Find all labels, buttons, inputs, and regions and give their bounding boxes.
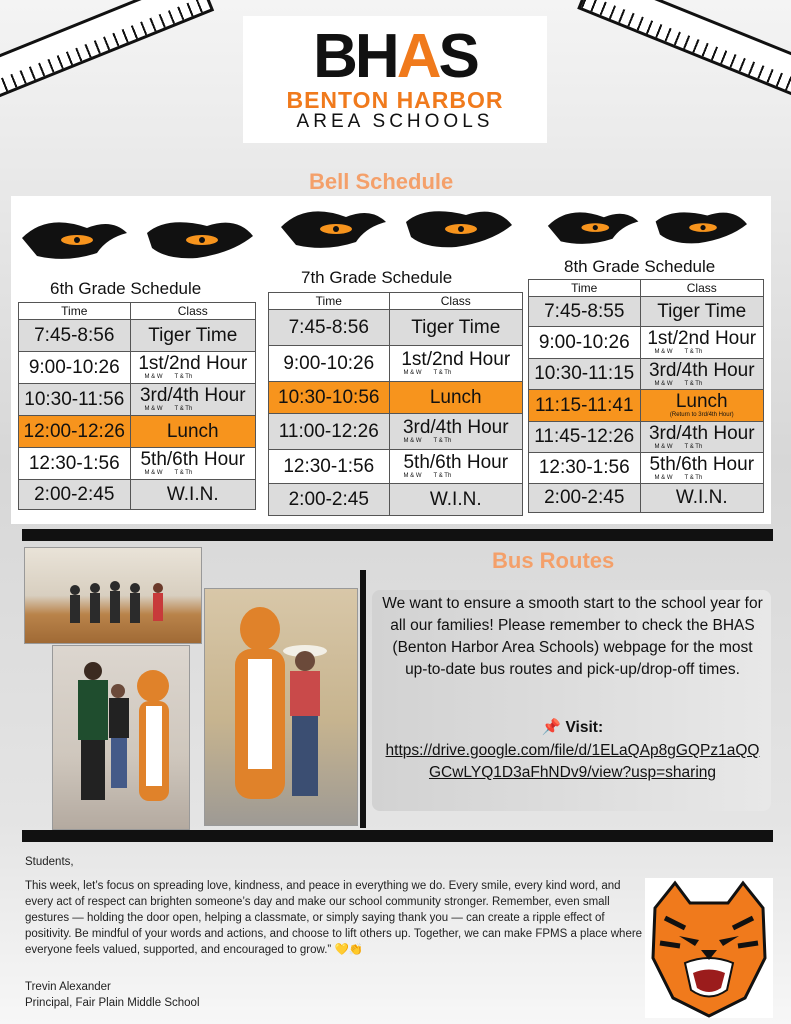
- tth-label: T & Th: [684, 380, 703, 387]
- bell-schedule-title: Bell Schedule: [309, 169, 454, 194]
- table-cell-time: 10:30-11:15: [529, 359, 641, 390]
- day-subtitle: [390, 370, 522, 377]
- day-subtitle: [641, 349, 764, 356]
- tth-label: T & Th: [433, 438, 452, 444]
- table-cell-class: [389, 414, 522, 450]
- table-cell-time: 12:30-1:56: [19, 448, 131, 480]
- pushpin-icon: 📌: [541, 719, 562, 736]
- day-subtitle: [131, 374, 255, 381]
- class-label: 5th/6th Hour: [140, 449, 246, 470]
- tiger-mascot-icon: [645, 878, 773, 1018]
- table-cell-class: [389, 450, 522, 484]
- table-cell-class: [130, 384, 255, 416]
- tiger-eyes-icon: [17, 208, 257, 266]
- tiger-eyes-icon: [527, 200, 767, 250]
- mw-label: M & W: [654, 474, 673, 481]
- logo-letter-s: S: [438, 22, 477, 91]
- class-label: 5th/6th Hour: [649, 453, 755, 475]
- class-label: 3rd/4th Hour: [139, 385, 246, 406]
- table-cell-class: [640, 453, 764, 484]
- table-cell-class: [640, 327, 764, 359]
- mw-label: M & W: [654, 349, 673, 355]
- mw-label: M & W: [403, 473, 422, 479]
- table-cell-class: Lunch: [130, 416, 255, 448]
- mw-label: M & W: [654, 443, 673, 450]
- class-header: Class: [640, 280, 764, 297]
- class-label: 5th/6th Hour: [403, 452, 509, 473]
- table-cell-class: Lunch: [389, 382, 522, 414]
- bus-routes-title: Bus Routes: [492, 548, 615, 573]
- lunch-note: (Return to 3rd/4th Hour): [669, 412, 734, 418]
- logo-line2: AREA SCHOOLS: [296, 111, 494, 132]
- table-cell-time: 9:00-10:26: [19, 352, 131, 384]
- class-label: 1st/2nd Hour: [401, 349, 511, 370]
- photo-mascot-students: [52, 645, 190, 830]
- table-cell-class: Tiger Time: [389, 310, 522, 346]
- tth-label: T & Th: [174, 470, 193, 476]
- table-cell-time: 7:45-8:55: [529, 297, 641, 327]
- table-cell-time: 11:15-11:41: [529, 390, 641, 422]
- time-header: Time: [269, 293, 390, 310]
- tth-label: T & Th: [433, 370, 452, 376]
- table-cell-time: 12:30-1:56: [269, 450, 390, 484]
- grade6-table: [18, 302, 256, 510]
- photo-mascot-teacher: [204, 588, 358, 826]
- logo-letter-a: A: [396, 22, 439, 91]
- mw-label: M & W: [144, 470, 163, 476]
- table-cell-time: 2:00-2:45: [19, 480, 131, 510]
- grade6-title: 6th Grade Schedule: [50, 279, 202, 298]
- section-divider: [22, 830, 773, 842]
- tth-label: T & Th: [174, 406, 193, 412]
- grade7-title: 7th Grade Schedule: [301, 268, 453, 287]
- class-label: Lunch: [675, 391, 728, 412]
- signer-title: Principal, Fair Plain Middle School: [25, 997, 200, 1009]
- table-cell-time: 10:30-11:56: [19, 384, 131, 416]
- mw-label: M & W: [403, 370, 422, 376]
- mw-label: M & W: [654, 380, 673, 387]
- letter-body: [25, 878, 645, 958]
- logo-line1: BENTON HARBOR: [286, 87, 504, 113]
- letter-body-text: This week, let’s focus on spreading love, kindness, and peace in everything we do. Every smile, every kind word, and every act of respect can brighten someone’s day and make our school community stronger. Remember, even small gestures — holding the door open, helping a classmate, or simply saying thank you — can create a ripple effect of positivity. Be mindful of your words and actions, and choose to lift others up. Together, we can make FPMS a place where everyone feels valued, supported, and encouraged to grow.”: [25, 880, 643, 956]
- mw-label: M & W: [144, 374, 163, 380]
- class-label: 3rd/4th Hour: [648, 359, 755, 381]
- vertical-divider: [360, 570, 366, 828]
- tth-label: T & Th: [684, 349, 703, 355]
- grade8-table: [528, 279, 764, 513]
- class-label: 3rd/4th Hour: [402, 417, 509, 438]
- table-cell-class: [130, 352, 255, 384]
- tth-label: T & Th: [684, 474, 703, 481]
- day-subtitle: [390, 473, 522, 480]
- class-header: Class: [130, 303, 255, 320]
- table-cell-class: Tiger Time: [130, 320, 255, 352]
- logo-letter-b: B: [313, 22, 355, 91]
- heart-clap-emoji: 💛👏: [334, 944, 364, 956]
- visit-label: Visit:: [565, 719, 604, 736]
- table-cell-time: 11:00-12:26: [269, 414, 390, 450]
- table-cell-time: 2:00-2:45: [269, 484, 390, 516]
- class-header: Class: [389, 293, 522, 310]
- tiger-eyes-icon: [268, 197, 524, 255]
- class-label: 1st/2nd Hour: [138, 353, 248, 374]
- tth-label: T & Th: [684, 443, 703, 450]
- table-cell-time: 12:30-1:56: [529, 453, 641, 484]
- day-subtitle: [131, 470, 255, 477]
- bhas-logo: [243, 16, 547, 143]
- mw-label: M & W: [144, 406, 163, 412]
- grade8-title: 8th Grade Schedule: [564, 257, 716, 276]
- table-cell-time: 10:30-10:56: [269, 382, 390, 414]
- table-cell-class: W.I.N.: [130, 480, 255, 510]
- table-cell-time: 7:45-8:56: [269, 310, 390, 346]
- day-subtitle: [390, 438, 522, 445]
- table-cell-class: [640, 390, 764, 422]
- table-cell-time: 2:00-2:45: [529, 484, 641, 513]
- bus-routes-body: We want to ensure a smooth start to the school year for all our families! Please remember to check the BHAS (Benton Harbor Area Schools) webpage for the most up-to-date bus routes and pick-up/drop-off times.: [382, 595, 763, 678]
- photo-group-gym: [24, 547, 202, 644]
- table-cell-time: 9:00-10:26: [269, 346, 390, 382]
- mw-label: M & W: [403, 438, 422, 444]
- class-label: 1st/2nd Hour: [647, 328, 757, 349]
- table-cell-time: 12:00-12:26: [19, 416, 131, 448]
- visit-line: [380, 718, 765, 737]
- logo-letters: [243, 22, 547, 91]
- letter-greeting: Students,: [25, 856, 74, 868]
- tth-label: T & Th: [174, 374, 193, 380]
- bus-routes-link[interactable]: https://drive.google.com/file/d/1ELaQAp8gGQPz1aQQGCwLYQ1D3aFhNDv9/view?usp=sharing: [385, 742, 760, 781]
- time-header: Time: [19, 303, 131, 320]
- class-label: 3rd/4th Hour: [648, 422, 755, 444]
- ruler-decoration-left: [0, 0, 214, 106]
- grade7-table: [268, 292, 523, 516]
- table-cell-class: [640, 422, 764, 453]
- table-cell-class: W.I.N.: [640, 484, 764, 513]
- day-subtitle: [131, 406, 255, 413]
- table-cell-class: [130, 448, 255, 480]
- table-cell-class: Tiger Time: [640, 297, 764, 327]
- day-subtitle: [641, 444, 764, 451]
- table-cell-time: 9:00-10:26: [529, 327, 641, 359]
- table-cell-class: [640, 359, 764, 390]
- tth-label: T & Th: [433, 473, 452, 479]
- ruler-decoration-right: [577, 0, 791, 108]
- table-cell-class: [389, 346, 522, 382]
- signer-name: Trevin Alexander: [25, 981, 111, 993]
- table-cell-time: 7:45-8:56: [19, 320, 131, 352]
- table-cell-time: 11:45-12:26: [529, 422, 641, 453]
- day-subtitle: [641, 381, 764, 388]
- section-divider: [22, 529, 773, 541]
- logo-letter-h: H: [354, 22, 397, 91]
- table-cell-class: W.I.N.: [389, 484, 522, 516]
- day-subtitle: [641, 475, 764, 482]
- time-header: Time: [529, 280, 641, 297]
